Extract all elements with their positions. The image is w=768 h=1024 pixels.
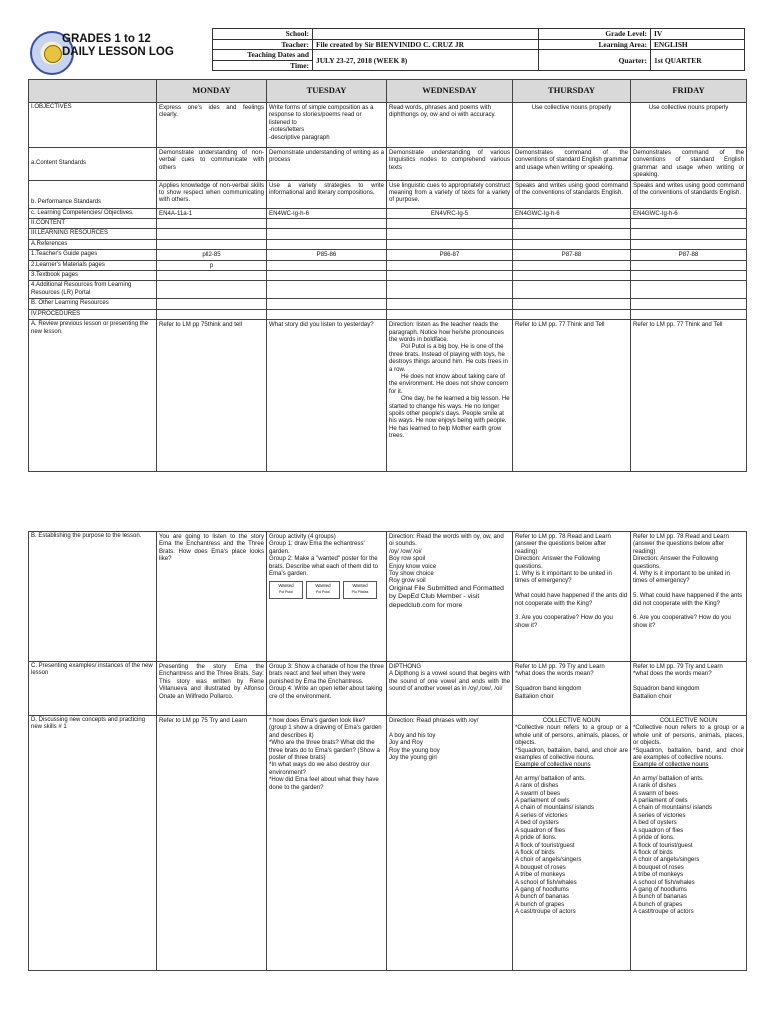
dates-value: JULY 23-27, 2018 (WEEK 8)	[313, 50, 539, 71]
content-standard-wed: Demonstrate understanding of various linguistics nodes to comprehend various texts	[387, 148, 513, 181]
day-header-friday: FRIDAY	[631, 80, 747, 103]
examples-fri: Refer to LM pp. 79 Try and Learn *what does the words mean? Squadron band kingdom Battalion choir	[631, 662, 747, 716]
collective-noun-example-title: Example of collective nouns	[633, 761, 709, 769]
performance-standard-wed: Use linguistic cues to appropriately construct meaning from a variety of texts for a variety of purpose.	[387, 180, 513, 208]
corner-cell	[29, 80, 157, 103]
review-wed-paragraph-3: One day, he he learned a big lesson. He started to change his ways. He no longer spoils other people's days. People smile at his ways. He now enjoys being with people. He has learned to help Mother earth grow trees.	[389, 395, 510, 440]
performance-standard-thu: Speaks and writes using good command of the conventions of standards English.	[513, 180, 631, 208]
purpose-wed-words: /oy/ /ow/ /oi/ Boy row spoil Enjoy know voice Toy show choice Roy grow soil	[389, 547, 437, 585]
dates-label: Teaching Dates and	[213, 50, 313, 61]
examples-wed-text: A Dipthong is a vowel sound that begins with the sound of one vowel and ends with the sound of another vowel as in /oy/,/ow/, /oi/	[389, 670, 510, 693]
review-wed-paragraph-1: Pol Putol is a big boy. He is one of the three brats. Instead of playing with toys, he destroys things around him. He cuts trees in a row.	[389, 343, 508, 373]
purpose-tue-text: Group activity (4 groups) Group 1: draw Ema the echantress' garden. Group 2: Make a "wanted" poster for the brats. Describe what each of them did to Ema's garden.	[269, 533, 379, 578]
objectives-label: I.OBJECTIVES	[29, 103, 157, 148]
examples-wed	[387, 662, 513, 716]
learning-resources-label: III.LEARNING RESOURCES	[29, 229, 157, 239]
purpose-fri: Refer to LM pp. 78 Read and Learn (answer the questions below after reading) Direction: Answer the Following questions. 4. Why is it important to be united in times of emergency? 5. What could have happened if the ants did not cooperate with the King? 6. Are you cooperative? How do you show it?	[631, 532, 747, 662]
collective-noun-definition: *Collective noun refers to a group or a whole unit of persons, animals, places, or objects. *Squadron, battalion, band, and choir are examples of collective nouns.	[515, 724, 628, 762]
review-fri: Refer to LM pp. 77 Think and Tell	[631, 320, 747, 472]
tg-pages-wed: P86-87	[387, 250, 513, 260]
content-standard-thu: Demonstrates command of the conventions of standard English grammar and usage when writing or speaking.	[513, 148, 631, 181]
collective-noun-example-title: Example of collective nouns	[515, 761, 591, 769]
discussing-wed: Direction: Read phrases with /oy/ A boy and his toy Joy and Roy Roy the young boy Joy the young girl	[387, 716, 513, 971]
performance-standard-fri: Speaks and writes using good command of the conventions of standards English.	[631, 180, 747, 208]
grade-value: IV	[651, 29, 745, 40]
title-line-1: GRADES 1 to 12	[62, 33, 151, 45]
lm-pages-mon: p	[157, 260, 267, 270]
examples-mon: Presenting the story Ema the Enchantress and the Three Brats. Say: This story was written by Rene Villanueva and illustrated by Alfonso Onate an Wilfredo Pollarco.	[157, 662, 267, 716]
purpose-wed	[387, 532, 513, 662]
school-label: School:	[213, 29, 313, 40]
competency-wed: EN4VRC-Ig-5	[387, 208, 513, 218]
day-header-wednesday: WEDNESDAY	[387, 80, 513, 103]
quarter-label: Quarter:	[539, 50, 651, 71]
lesson-log-table-page2	[28, 531, 747, 971]
document-title	[62, 33, 174, 59]
examples-tue: Group 3: Show a charade of how the three brats react and feel when they were punished by Ema the Enchantress. Group 4: Write an open letter about taking cre of the environment.	[267, 662, 387, 716]
discussing-thu	[513, 716, 631, 971]
review-label: A. Review previous lesson or presenting the new lesson.	[29, 320, 157, 472]
tg-pages-thu: P87-88	[513, 250, 631, 260]
header	[28, 28, 748, 76]
examples-label: C. Presenting examples/ instances of the new lesson	[29, 662, 157, 716]
competencies-label: c. Learning Competencies/ Objectives.	[29, 208, 157, 218]
review-mon: Refer to LM pp 75think and tell	[157, 320, 267, 472]
day-header-thursday: THURSDAY	[513, 80, 631, 103]
content-standards-label: a.Content Standards	[29, 148, 157, 181]
review-wed	[387, 320, 513, 472]
tg-pages-fri: P87-88	[631, 250, 747, 260]
examples-thu: Refer to LM pp. 79 Try and Learn *what does the words mean? Squadron band kingdom Battalion choir	[513, 662, 631, 716]
content-standard-tue: Demonstrate understanding of writing as a process	[267, 148, 387, 181]
performance-standard-tue: Use a variety strategies to write informational and literary compositions.	[267, 180, 387, 208]
competency-fri: EN4GWC-Ig-h-6	[631, 208, 747, 218]
competency-tue: EN4WC-Ig-h-6	[267, 208, 387, 218]
collective-noun-title: COLLECTIVE NOUN	[659, 717, 718, 724]
title-line-2: DAILY LESSON LOG	[62, 46, 174, 58]
objective-wed: Read words, phrases and poems with diphthongs oy, ow and oi with accuracy.	[387, 103, 513, 148]
tg-pages-mon: pll2-85	[157, 250, 267, 260]
area-label: Learning Area:	[539, 39, 651, 50]
collective-noun-title: COLLECTIVE NOUN	[542, 717, 601, 724]
objective-thu: Use collective nouns properly	[513, 103, 631, 148]
discussing-tue: * how does Ema's garden look like? (group 1 show a drawing of Ema's garden and describes it) *Who are the three brats? What did the three brats do to Ema's garden? (Show a poster of three brats) *In what ways do we also destroy our environment? *How did Ema feel about what they have done to the garden?	[267, 716, 387, 971]
grade-label: Grade Level:	[539, 29, 651, 40]
additional-resources-label: 4.Additional Resources from Learning Resources (LR) Portal	[29, 281, 157, 299]
wanted-poster: Wanted Pol Putol	[306, 581, 340, 599]
tg-pages-label: 1.Teacher's Guide pages	[29, 250, 157, 260]
collective-noun-list: An army/ battalion of ants. A rank of dishes A swarm of bees A parliament of owls A chain of mountains/ islands A series of victories A bed of oysters A squadron of flies A pride of lions. A flock of tourist/guest A flock of birds A choir of angels/singers A bouquet of roses A tribe of monkeys A school of fish/whales A gang of hoodlums A bunch of bananas A bunch of grapes A cast/troupe of actors	[515, 774, 594, 916]
other-resources-label: B. Other Learning Resources	[29, 299, 157, 309]
discussing-fri	[631, 716, 747, 971]
collective-noun-list: An army/ battalion of ants. A rank of dishes A swarm of bees A parliament of owls A chain of mountains/ islands A series of victories A bed of oysters A squadron of flies A pride of lions. A flock of tourist/guest A flock of birds A choir of angels/singers A bouquet of roses A tribe of monkeys A school of fish/whales A gang of hoodlums A bunch of bananas A bunch of grapes A cast/troupe of actors	[633, 774, 712, 916]
content-label: II.CONTENT	[29, 219, 157, 229]
textbook-pages-label: 3.Textbook pages	[29, 271, 157, 281]
quarter-value: 1st QUARTER	[651, 50, 745, 71]
review-thu: Refer to LM pp. 77 Think and Tell	[513, 320, 631, 472]
review-wed-intro: Direction: listen as the teacher reads the paragraph. Notice how he/she pronounces the words in boldface.	[389, 321, 504, 343]
wanted-posters	[269, 581, 384, 599]
performance-standard-mon: Applies knowledge of non-verbal skills to show respect when communicating with others.	[157, 180, 267, 208]
references-label: A.References	[29, 239, 157, 249]
lm-pages-label: 2.Learner's Materials pages	[29, 260, 157, 270]
school-value	[313, 29, 539, 40]
teacher-label: Teacher:	[213, 39, 313, 50]
purpose-wed-note: Original File Submitted and Formatted by DepEd Club Member - visit depedclub.com for more	[389, 584, 504, 609]
purpose-label: B. Establishing the purpose to the lesson.	[29, 532, 157, 662]
purpose-tue	[267, 532, 387, 662]
objective-fri: Use collective nouns properly	[631, 103, 747, 148]
content-standard-fri: Demonstrates command of the conventions of standard English grammar and usage when writing or speaking.	[631, 148, 747, 181]
lesson-log-table-page1	[28, 79, 747, 472]
day-header-monday: MONDAY	[157, 80, 267, 103]
competency-thu: EN4GWC-Ig-h-6	[513, 208, 631, 218]
teacher-value: File created by Sir BIENVINIDO C. CRUZ JR	[313, 39, 539, 50]
review-tue: What story did you listen to yesterday?	[267, 320, 387, 472]
info-table	[212, 28, 745, 71]
wanted-poster: Wanted Pol Putol	[269, 581, 303, 599]
purpose-wed-direction: Direction: Read the words with oy, ow, and oi sounds.	[389, 533, 504, 548]
procedures-label: IV.PROCEDURES	[29, 309, 157, 319]
review-wed-paragraph-2: He does not know about taking care of the environment. He does not show concern for it.	[389, 372, 509, 395]
time-label: Time:	[213, 60, 313, 71]
purpose-thu: Refer to LM pp. 78 Read and Learn (answer the questions below after reading) Direction: Answer the Following questions. 1. Why is it important to be united in times of emergency? What could have happened if the ants did not cooperate with the King? 3. Are you cooperative? How do you show it?	[513, 532, 631, 662]
content-standard-mon: Demonstrate understanding of non-verbal cues to communicate with others	[157, 148, 267, 181]
discussing-label: D. Discussing new concepts and practicing new skills # 1	[29, 716, 157, 971]
purpose-mon: You are going to listen to the story Ema the Enchantress and the Three Brats. How does Ema's place looks like?	[157, 532, 267, 662]
tg-pages-tue: P85-86	[267, 250, 387, 260]
objective-mon: Express one's ides and feelings clearly.	[157, 103, 267, 148]
area-value: ENGLISH	[651, 39, 745, 50]
competency-mon: EN4A-11a-1	[157, 208, 267, 218]
discussing-mon: Refer to LM pp 75 Try and Learn	[157, 716, 267, 971]
day-header-tuesday: TUESDAY	[267, 80, 387, 103]
wanted-poster: Wanted Piu Pitotas	[343, 581, 377, 599]
objective-tue: Write forms of simple composition as a response to stories/poems read or listened to -notes/letters -descriptive paragraph	[267, 103, 387, 148]
performance-standards-label: b. Performance Standards	[29, 180, 157, 208]
collective-noun-definition: *Collective noun refers to a group or a whole unit of persons, animals, places, or objects. *Squadron, battalion, band, and choir are examples of collective nouns.	[633, 724, 744, 762]
examples-wed-title: DIPTHONG	[389, 663, 422, 670]
